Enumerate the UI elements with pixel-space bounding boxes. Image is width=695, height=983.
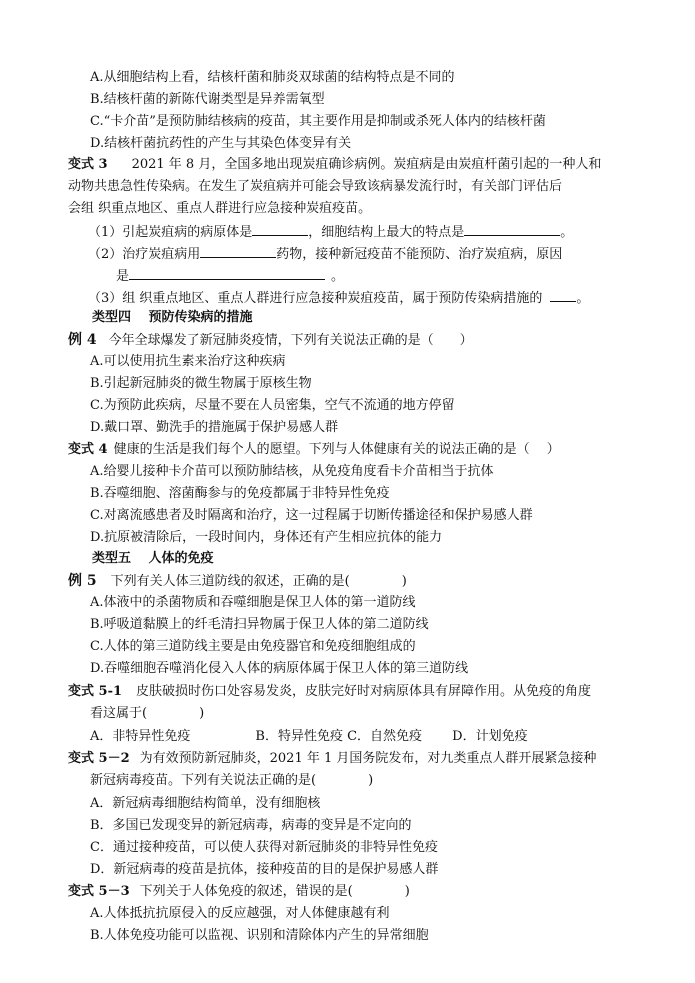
option-a: A.从细胞结构上看，结核杆菌和肺炎双球菌的结构特点是不同的	[90, 70, 455, 85]
v4-option-d: D.抗原被清除后，一段时间内，身体还有产生相应抗体的能力	[90, 530, 443, 545]
ex4-option-c: C.为预防此疾病，尽量不要在人员密集，空气不流通的地方停留	[90, 398, 455, 413]
q2-text-a: （2）治疗炭疽病用	[88, 247, 201, 262]
ex5-option-c: C.人体的第三道防线主要是由免疫器官和免疫细胞组成的	[90, 639, 416, 654]
variant-3-q2	[88, 243, 562, 265]
ex5-option-b: B.呼吸道黏膜上的纤毛清扫异物属于保卫人体的第二道防线	[90, 617, 429, 632]
variant-4-text: 健康的生活是我们每个人的愿望。下列与人体健康有关的说法正确的是（ ）	[113, 442, 560, 457]
variant-5-1-label: 变式 5-1	[68, 684, 123, 699]
variant-3-q2-cont	[116, 265, 344, 287]
q1-text-c: 。	[560, 225, 574, 240]
ex5-option-d: D.吞噬细胞吞噬消化侵入人体的病原体属于保卫人体的第三道防线	[90, 661, 469, 676]
q2-blank-2[interactable]	[129, 265, 325, 280]
q3-blank[interactable]	[550, 287, 576, 302]
variant-5-3-stem	[68, 882, 410, 902]
variant-5-2-stem	[68, 749, 596, 769]
type-5-heading: 类型五 人体的免疫	[92, 551, 214, 566]
v52-option-b: B．多国已发现变异的新冠病毒，病毒的变异是不定向的	[90, 818, 412, 833]
v4-option-b: B.吞噬细胞、溶菌酶参与的免疫都属于非特异性免疫	[90, 486, 390, 501]
variant-3-line1	[68, 155, 601, 175]
variant-5-3-label: 变式 5－3	[68, 884, 130, 899]
q3-end: 。	[576, 291, 590, 306]
variant-3-line3: 会组 织重点地区、重点人群进行应急接种炭疽疫苗。	[68, 201, 372, 216]
ex4-option-b: B.引起新冠肺炎的微生物属于原核生物	[90, 376, 312, 391]
example-5-label: 例 5	[68, 573, 97, 589]
q2-blank-1[interactable]	[200, 243, 276, 258]
variant-3-q1	[88, 221, 573, 243]
variant-5-1-text-2: 看这属于( )	[90, 706, 205, 721]
variant-5-3-text: 下列关于人体免疫的叙述，错误的是( )	[139, 884, 410, 899]
example-5-stem	[68, 571, 407, 592]
option-b: B.结核杆菌的新陈代谢类型是异养需氧型	[90, 92, 325, 107]
v4-option-a: A.给婴儿接种卡介苗可以预防肺结核，从免疫角度看卡介苗相当于抗体	[90, 464, 494, 479]
v52-option-d: D．新冠病毒的疫苗是抗体，接种疫苗的目的是保护易感人群	[90, 862, 439, 877]
q2-text-b: 药物，接种新冠疫苗不能预防、治疗炭疽病，原因	[276, 247, 563, 262]
v53-option-a: A.人体抵抗抗原侵入的反应越强，对人体健康越有利	[90, 906, 390, 921]
v52-option-a: A．新冠病毒细胞结构简单，没有细胞核	[90, 796, 321, 811]
variant-5-2-text-2: 新冠病毒疫苗。下列有关说法正确的是( )	[90, 773, 374, 788]
example-4-label: 例 4	[68, 332, 97, 348]
ex4-option-a: A.可以使用抗生素来治疗这种疾病	[90, 354, 286, 369]
q1-text-b: ，细胞结构上最大的特点是	[308, 225, 465, 240]
q2-text-d: 。	[331, 269, 345, 284]
q3-text: （3）组 织重点地区、重点人群进行应急接种炭疽疫苗，属于预防传染病措施的	[88, 291, 543, 306]
v53-option-b: B.人体免疫功能可以监视、识别和清除体内产生的异常细胞	[90, 928, 429, 943]
variant-5-1-text-1: 皮肤破损时伤口处容易发炎，皮肤完好时对病原体具有屏障作用。从免疫的角度	[136, 684, 592, 699]
q2-text-c: 是	[116, 269, 130, 284]
ex4-option-d: D.戴口罩、勤洗手的措施属于保护易感人群	[90, 420, 339, 435]
variant-5-1-options: A．非特异性免疫 B．特异性免疫 C．自然免疫 D．计划免疫	[90, 729, 528, 744]
type-4-heading: 类型四 预防传染病的措施	[92, 310, 253, 325]
variant-4-stem	[68, 440, 560, 460]
v4-option-c: C.对离流感患者及时隔离和治疗，这一过程属于切断传播途径和保护易感人群	[90, 508, 533, 523]
q1-text-a: （1）引起炭疽病的病原体是	[88, 225, 253, 240]
q1-blank-2[interactable]	[464, 221, 560, 236]
ex5-option-a: A.体液中的杀菌物质和吞噬细胞是保卫人体的第一道防线	[90, 595, 416, 610]
variant-4-label: 变式 4	[68, 442, 108, 457]
option-d: D.结核杆菌抗药性的产生与其染色体变异有关	[90, 136, 352, 151]
example-4-stem	[68, 330, 473, 351]
example-5-text: 下列有关人体三道防线的叙述，正确的是( )	[110, 574, 407, 589]
variant-3-label: 变式 3	[68, 157, 108, 172]
variant-5-2-label: 变式 5－2	[68, 751, 130, 766]
v52-option-c: C．通过接种疫苗，可以使人获得对新冠肺炎的非特异性免疫	[90, 840, 438, 855]
variant-3-line2: 动物共患急性传染病。在发生了炭疽病并可能会导致该病暴发流行时，有关部门评估后	[68, 179, 563, 194]
variant-5-2-text-1: 为有效预防新冠肺炎，2021 年 1 月国务院发布，对九类重点人群开展紧急接种	[139, 751, 597, 766]
variant-3-text-1: 2021 年 8 月，全国多地出现炭疽确诊病例。炭疽病是由炭疽杆菌引起的一种人和	[131, 157, 602, 172]
example-4-text: 今年全球爆发了新冠肺炎疫情，下列有关说法正确的是（ ）	[108, 333, 473, 348]
variant-5-1-stem	[68, 682, 591, 702]
variant-3-q3	[88, 287, 589, 309]
q1-blank-1[interactable]	[252, 221, 308, 236]
option-c: C.“卡介苗”是预防肺结核病的疫苗，其主要作用是抑制或杀死人体内的结核杆菌	[90, 114, 546, 129]
